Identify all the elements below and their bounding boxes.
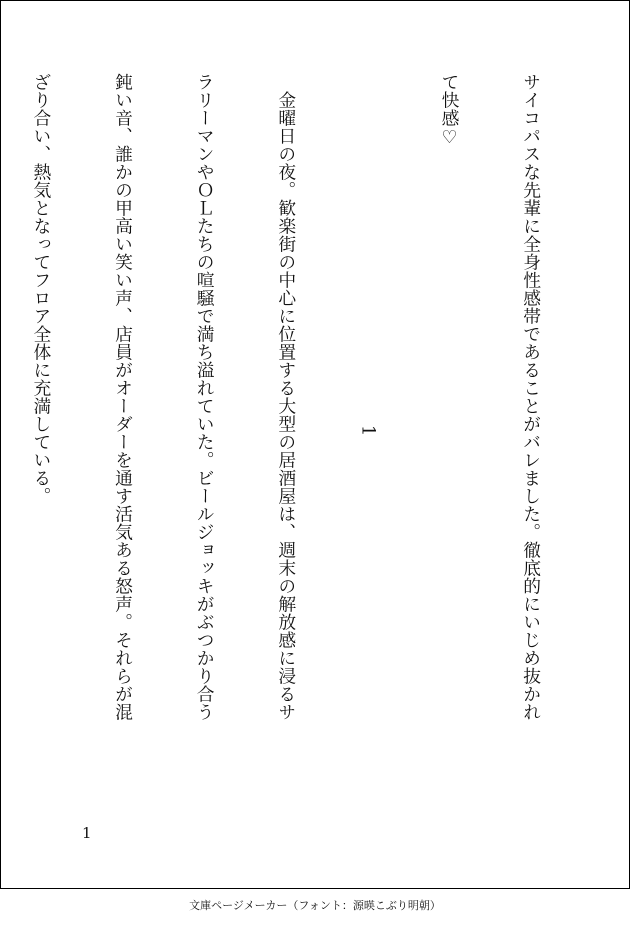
- footer-credit: 文庫ページメーカー（フォント：源暎こぶり明朝）: [189, 899, 441, 912]
- body-line: 鈍い音、誰かの甲高い笑い声、店員がオーダーを通す活気ある怒声。それらが混: [112, 73, 134, 721]
- body-line: 金曜日の夜。歓楽街の中心に位置する大型の居酒屋は、週末の解放感に浸るサ: [275, 73, 297, 721]
- body-line: ざり合い、熱気となってフロア全体に充満している。: [30, 73, 52, 505]
- title-line-1: サイコパスな先輩に全身性感帯であることがバレました。徹底的にいじめ抜かれ: [520, 73, 542, 721]
- title-line-2: て快感♡: [438, 73, 460, 149]
- body-line: ラリーマンやＯＬたちの喧騒で満ち溢れていた。ビールジョッキがぶつかり合う: [194, 73, 216, 721]
- page-number: 1: [82, 824, 92, 842]
- vertical-text-body: [30, 73, 599, 793]
- chapter-number: 1: [357, 425, 379, 437]
